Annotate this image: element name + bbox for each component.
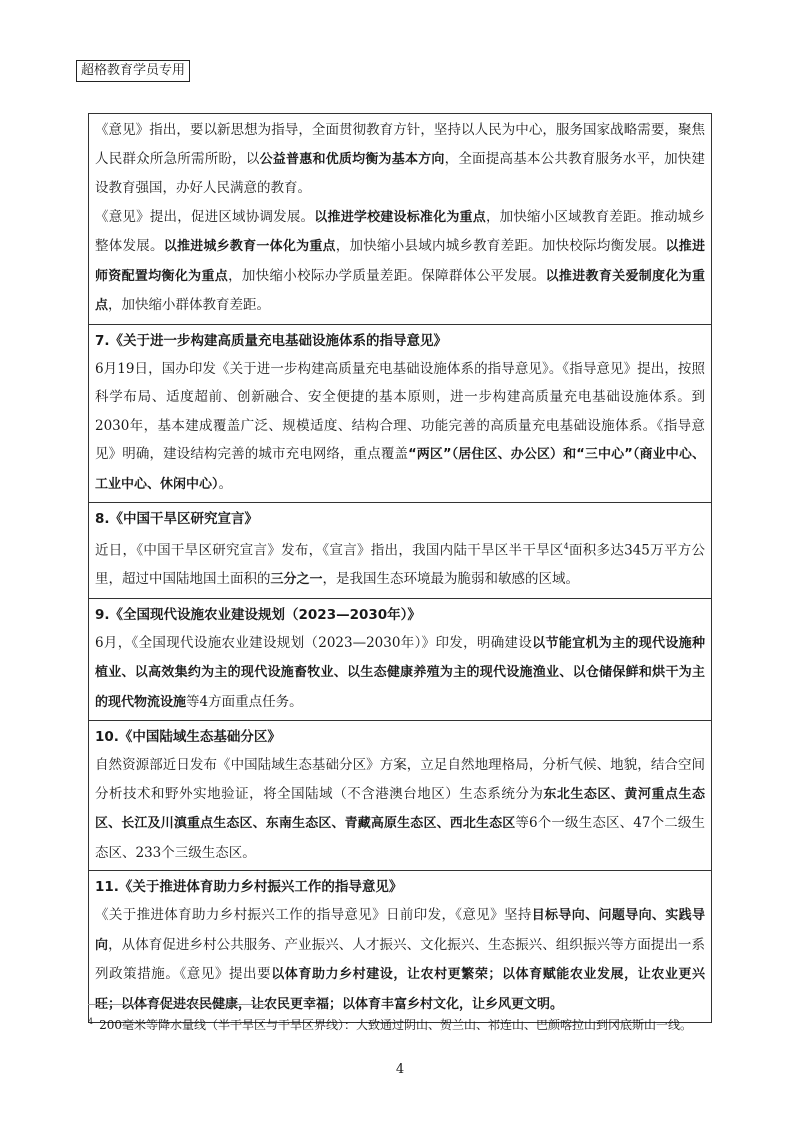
- section-11: [89, 870, 711, 1022]
- paragraph: 《意见》提出，促进区域协调发展。以推进学校建设标准化为重点，加快缩小区域教育差距。推动城乡整体发展。以推进城乡教育一体化为重点，加快缩小县域内城乡教育差距。加快校际均衡发展。以推进师资配置均衡化为重点，加快缩小校际办学质量差距。保障群体公平发展。以推进教育关爱制度化为重点，加快缩小群体教育差距。: [95, 208, 706, 313]
- section-title: 7.《关于进一步构建高质量充电基础设施体系的指导意见》: [95, 332, 448, 349]
- footnote-number: 4: [88, 1017, 94, 1026]
- section-7: [89, 324, 711, 503]
- section-title: 8.《中国干旱区研究宣言》: [95, 511, 259, 527]
- footnote-text: 200毫米等降水量线（半干旱区与干旱区界线）：大致通过阴山、贺兰山、祁连山、巴颜喀拉山到冈底斯山一线。: [99, 1018, 693, 1032]
- header-tag: 超格教育学员专用: [76, 60, 190, 82]
- paragraph: 自然资源部近日发布《中国陆域生态基础分区》方案，立足自然地理格局，分析气候、地貌，结合空间分析技术和野外实地验证，将全国陆域（不含港澳台地区）生态系统分为东北生态区、黄河重点生态区、长江及川滇重点生态区、东南生态区、青藏高原生态区、西北生态区等6个一级生态区、47个二级生态区、233个三级生态区。: [95, 757, 705, 861]
- section-8: [89, 502, 711, 598]
- footnote: [88, 1014, 692, 1033]
- footnote-divider: [88, 1004, 268, 1005]
- section-10: [89, 720, 711, 870]
- paragraph: 近日，《中国干旱区研究宣言》发布，《宣言》指出，我国内陆干旱区半干旱区$^4$面积多达345万平方公里，超过中国陆地国土面积的三分之一，是我国生态环境最为脆弱和敏感的区域。: [95, 542, 705, 587]
- paragraph: 《意见》指出，要以新思想为指导，全面贯彻教育方针，坚持以人民为中心，服务国家战略需要，聚焦人民群众所急所需所盼，以公益普惠和优质均衡为基本方向，全面提高基本公共教育服务水平，加快建设教育强国，办好人民满意的教育。: [95, 122, 706, 196]
- section-title: 11.《关于推进体育助力乡村振兴工作的指导意见》: [95, 879, 403, 895]
- content-table: [88, 113, 712, 1023]
- section-9: [89, 598, 711, 721]
- paragraph: 《关于推进体育助力乡村振兴工作的指导意见》日前印发，《意见》坚持目标导向、问题导向、实践导向，从体育促进乡村公共服务、产业振兴、人才振兴、文化振兴、生态振兴、组织振兴等方面提出一系列政策措施。《意见》提出要以体育助力乡村建设，让农村更繁荣；以体育赋能农业发展，让农业更兴旺；以体育促进农民健康，让农民更幸福；以体育丰富乡村文化，让乡风更文明。: [95, 907, 705, 1012]
- footnote-ref[interactable]: 4: [563, 542, 569, 551]
- section-title: 9.《全国现代设施农业建设规划（2023—2030年）》: [95, 606, 421, 623]
- page-number: 4: [395, 1062, 405, 1077]
- paragraph: 6月19日，国办印发《关于进一步构建高质量充电基础设施体系的指导意见》。《指导意见》提出，按照科学布局、适度超前、创新融合、安全便捷的基本原则，进一步构建高质量充电基础设施体系。到2030年，基本建成覆盖广泛、规模适度、结构合理、功能完善的高质量充电基础设施体系。《指导意见》明确，建设结构完善的城市充电网络，重点覆盖“两区”（居住区、办公区）和“三中心”（商业中心、工业中心、休闲中心）。: [95, 360, 705, 492]
- paragraph: 6月，《全国现代设施农业建设规划（2023—2030年）》印发，明确建设以节能宜机为主的现代设施种植业、以高效集约为主的现代设施畜牧业、以生态健康养殖为主的现代设施渔业、以仓储保鲜和烘干为主的现代物流设施等4方面重点任务。: [95, 634, 705, 710]
- section-title: 10.《中国陆域生态基础分区》: [95, 729, 281, 745]
- section-education-opinion: [89, 114, 711, 324]
